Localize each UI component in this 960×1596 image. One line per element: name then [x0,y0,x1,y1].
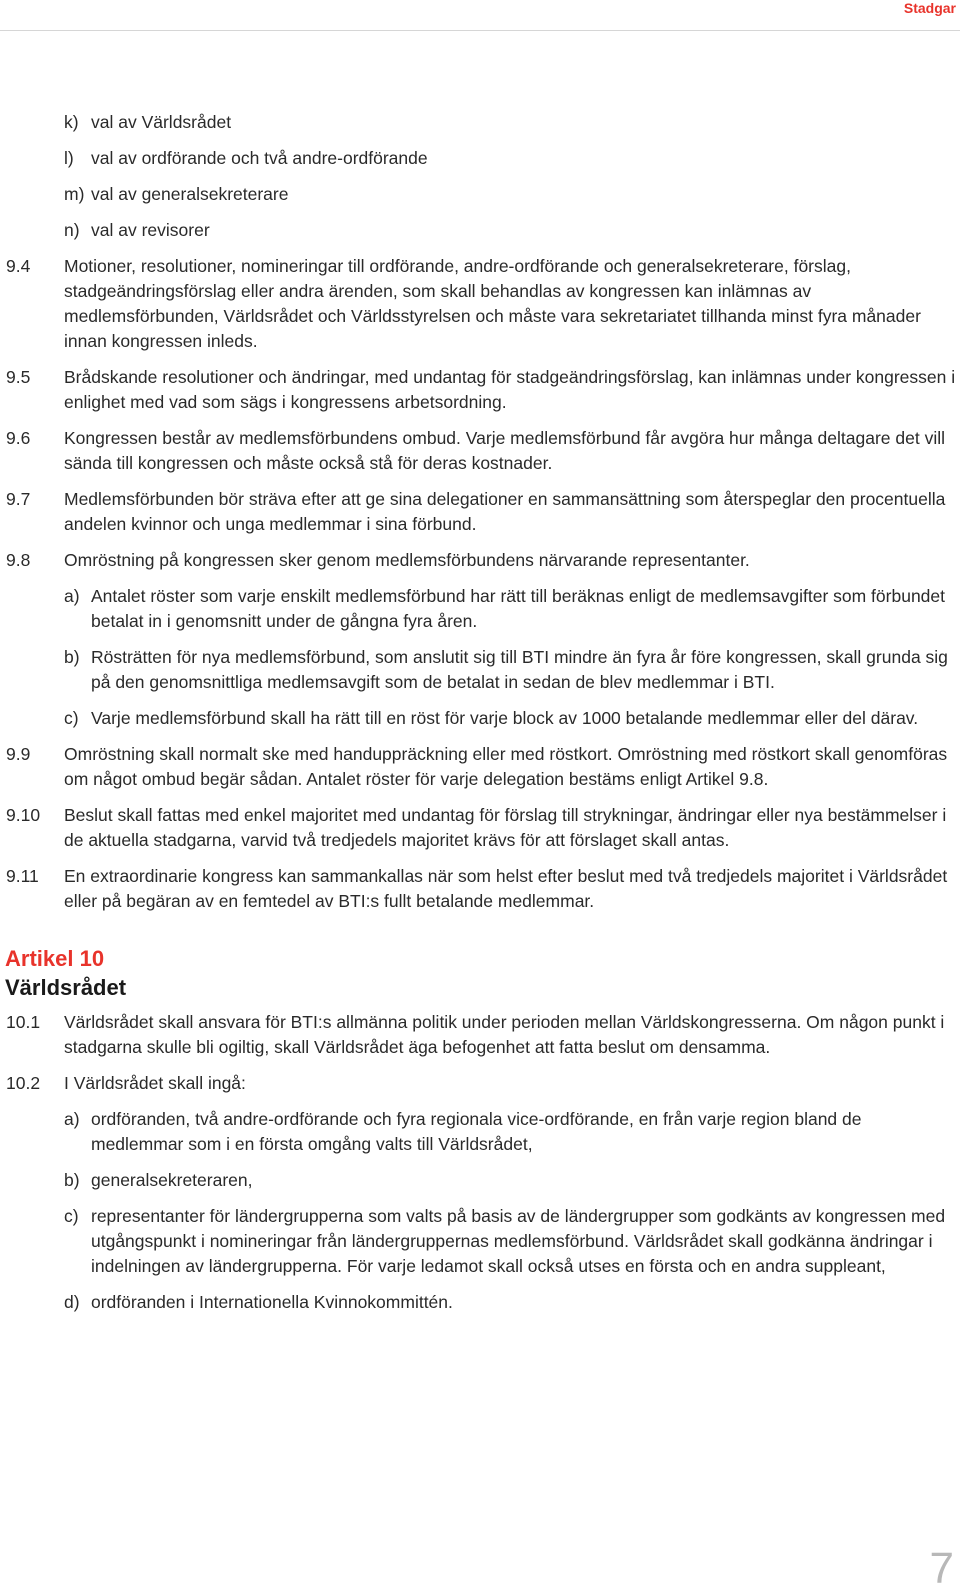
article-subtitle: Världsrådet [5,975,127,1000]
paragraph-number: 9.9 [6,744,31,764]
item-text: val av ordförande och två andre-ordförande [91,148,428,168]
paragraph-number: 9.6 [6,428,31,448]
paragraph-number: 9.8 [6,550,31,570]
page-number: 7 [929,1544,954,1593]
item-letter: c) [64,1206,79,1226]
list-item [0,110,956,135]
paragraph-9-11 [0,864,956,914]
item-letter: c) [64,708,79,728]
item-text: val av generalsekreterare [91,184,289,204]
item-letter: d) [64,1292,80,1312]
paragraph-text: En extraordinarie kongress kan sammankallas när som helst efter beslut med två tredjedels majoritet i Världsrådet eller på begäran av en femtedel av BTI:s fullt betalande medlemmar. [64,866,948,911]
list-item [0,182,956,207]
list-item [0,645,956,695]
paragraph-9-4 [0,254,956,354]
item-text: ordföranden i Internationella Kvinnokommittén. [91,1292,453,1312]
list-item [0,1204,956,1279]
item-letter: a) [64,1109,80,1129]
item-letter: a) [64,586,80,606]
item-letter: k) [64,112,79,132]
paragraph-number: 10.2 [6,1073,41,1093]
item-letter: b) [64,1170,80,1190]
item-text: Varje medlemsförbund skall ha rätt till en röst för varje block av 1000 betalande medlemmar eller del därav. [91,708,919,728]
header-divider [0,30,960,31]
item-letter: b) [64,647,80,667]
paragraph-text: Omröstning skall normalt ske med handuppräckning eller med röstkort. Omröstning med röstkort skall genomföras om något ombud begär sådan. Antalet röster för varje delegation bestäms enligt Artikel 9.8. [64,744,948,789]
item-text: Rösträtten för nya medlemsförbund, som anslutit sig till BTI mindre än fyra år före kongressen, skall grunda sig på den genomsnittliga medlemsavgift som de betalat in sedan de blev medlemmar i BTI. [91,647,948,692]
paragraph-9-7 [0,487,956,537]
item-letter: l) [64,148,74,168]
paragraph-10-1 [0,1010,956,1060]
paragraph-number: 9.4 [6,256,31,276]
item-letter: n) [64,220,80,240]
paragraph-number: 9.11 [6,866,39,886]
paragraph-number: 9.7 [6,489,31,509]
paragraph-text: Beslut skall fattas med enkel majoritet med undantag för förslag till strykningar, ändringar eller nya bestämmelser i de aktuella stadgarna, varvid två tredjedels majoritet krävs för att förslaget skall antas. [64,805,947,850]
list-item [0,146,956,171]
paragraph-text: I Världsrådet skall ingå: [64,1073,246,1093]
paragraph-number: 10.1 [6,1012,41,1032]
paragraph-9-9 [0,742,956,792]
paragraph-text: Omröstning på kongressen sker genom medlemsförbundens närvarande representanter. [64,550,750,570]
paragraph-text: Världsrådet skall ansvara för BTI:s allmänna politik under perioden mellan Världskongresserna. Om någon punkt i stadgarna skulle bli ogiltig, skall Världsrådet äga befogenhet att fatta beslut om densamma. [64,1012,945,1057]
item-letter: m) [64,184,85,204]
item-text: val av Världsrådet [91,112,232,132]
list-item [0,218,956,243]
item-text: val av revisorer [91,220,210,240]
paragraph-number: 9.5 [6,367,31,387]
paragraph-9-6 [0,426,956,476]
list-item [0,1107,956,1157]
list-item [0,1290,956,1315]
paragraph-text: Motioner, resolutioner, nomineringar till ordförande, andre-ordförande och generalsekreterare, förslag, stadgeändringsförslag eller andra ärenden, som skall behandlas av kongressen kan inlämnas av medlemsförbunden, Världsrådet och Världsstyrelsen och måste vara sekretariatet tillhanda minst fyra månader innan kongressen inleds. [64,256,921,351]
item-text: representanter för ländergrupperna som valts på basis av de ländergrupper som godkänts av kongressen med utgångspunkt i nomineringar från ländergruppernas medlemsförbund. Världsrådet skall godkänna ändringar i indelningen av ländergrupperna. För varje ledamot skall också utses en första och en andra suppleant, [91,1206,946,1276]
item-text: ordföranden, två andre-ordförande och fyra regionala vice-ordförande, en från varje region bland de medlemmar som i en första omgång valts till Världsrådet, [91,1109,862,1154]
running-header: Stadgar [903,0,956,16]
paragraph-text: Brådskande resolutioner och ändringar, med undantag för stadgeändringsförslag, kan inlämnas under kongressen i enlighet med vad som sägs i kongressens arbetsordning. [64,367,956,412]
paragraph-number: 9.10 [6,805,41,825]
article-title: Artikel 10 [5,946,105,971]
list-item [0,1168,956,1193]
paragraph-9-10 [0,803,956,853]
list-item [0,706,956,731]
paragraph-10-2 [0,1071,956,1096]
paragraph-9-5 [0,365,956,415]
paragraph-text: Kongressen består av medlemsförbundens ombud. Varje medlemsförbund får avgöra hur många deltagare det vill sända till kongressen och måste också stå för deras kostnader. [64,428,945,473]
list-item [0,584,956,634]
paragraph-9-8 [0,548,956,573]
document-body [0,110,956,1326]
item-text: Antalet röster som varje enskilt medlemsförbund har rätt till beräknas enligt de medlemsavgifter som förbundet betalat in i genomsnitt under de gångna fyra åren. [91,586,946,631]
item-text: generalsekreteraren, [91,1170,253,1190]
paragraph-text: Medlemsförbunden bör sträva efter att ge sina delegationer en sammansättning som återspeglar den procentuella andelen kvinnor och unga medlemmar i sina förbund. [64,489,946,534]
